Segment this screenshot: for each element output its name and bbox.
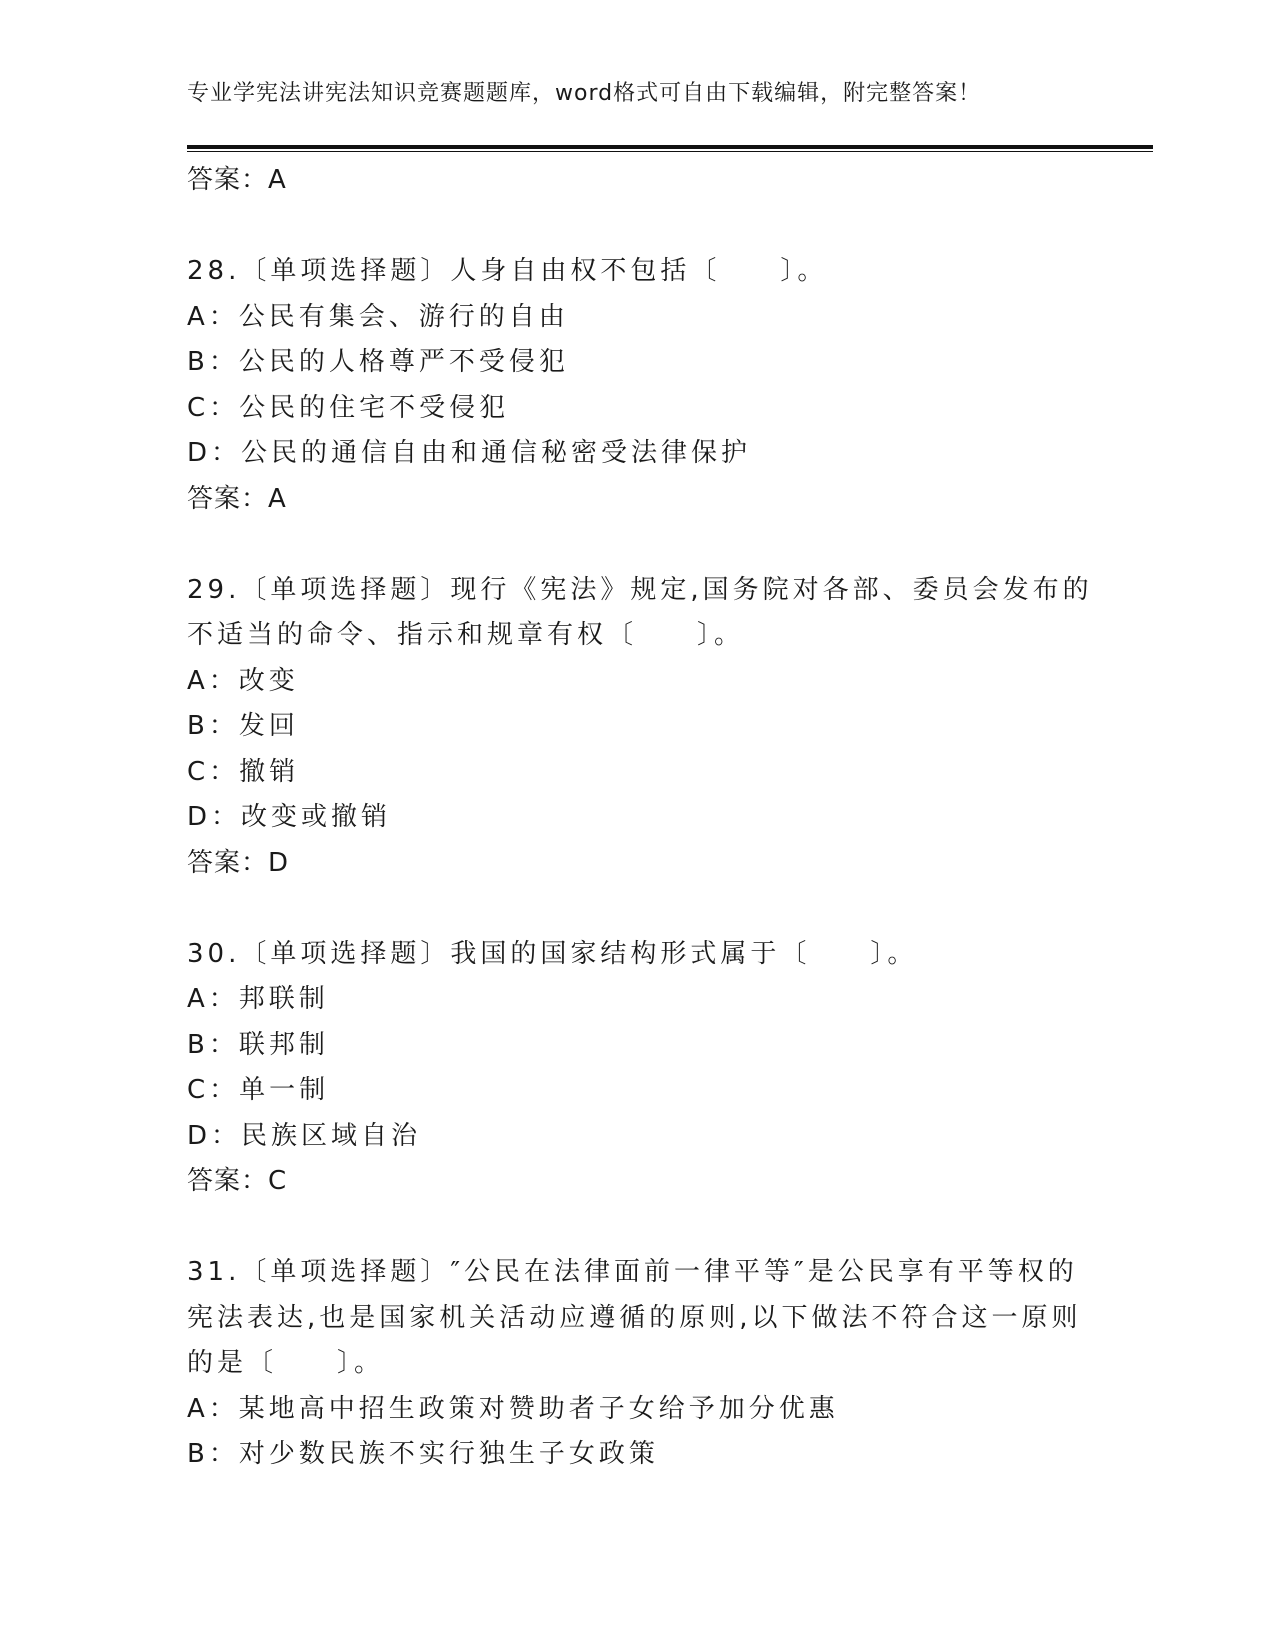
- spacer: [187, 886, 1087, 932]
- option-c: C：撤销: [187, 756, 300, 787]
- page-header: 专业学宪法讲宪法知识竞赛题题库，word格式可自由下载编辑，附完整答案！: [187, 81, 982, 106]
- header-rule-thin: [187, 151, 1153, 152]
- option-b: B：联邦制: [187, 1029, 329, 1060]
- question-block: [187, 249, 1087, 522]
- question-text: 29.〔单项选择题〕现行《宪法》规定,国务院对各部、委员会发布的: [187, 574, 1093, 605]
- option-a: A：某地高中招生政策对赞助者子女给予加分优惠: [187, 1393, 839, 1424]
- spacer: [187, 1205, 1087, 1251]
- option-c: C：公民的住宅不受侵犯: [187, 392, 510, 423]
- question-block: [187, 1250, 1087, 1478]
- spacer: [187, 522, 1087, 568]
- question-text: 的是〔 〕。: [187, 1348, 385, 1378]
- option-a: A：改变: [187, 665, 299, 696]
- option-d: D：公民的通信自由和通信秘密受法律保护: [187, 438, 752, 468]
- document-body: [187, 158, 1093, 1478]
- option-d: D：民族区域自治: [187, 1120, 422, 1151]
- option-a: A：邦联制: [187, 984, 329, 1014]
- question-text: 28.〔单项选择题〕人身自由权不包括〔 〕。: [187, 256, 828, 286]
- answer-line: 答案：A: [187, 483, 287, 514]
- question-text: 宪法表达,也是国家机关活动应遵循的原则,以下做法不符合这一原则: [187, 1302, 1082, 1333]
- question-block: [187, 932, 1087, 1205]
- option-b: B：公民的人格尊严不受侵犯: [187, 347, 569, 377]
- answer-line: 答案：D: [187, 847, 290, 878]
- answer-line: 答案：A: [187, 165, 287, 195]
- option-b: B：发回: [187, 711, 299, 741]
- question-block: [187, 568, 1093, 887]
- question-text: 不适当的命令、指示和规章有权〔 〕。: [187, 620, 745, 650]
- question-text: 30.〔单项选择题〕我国的国家结构形式属于〔 〕。: [187, 938, 918, 969]
- option-b: B：对少数民族不实行独生子女政策: [187, 1439, 659, 1469]
- answer-line: 答案：C: [187, 1166, 288, 1196]
- option-d: D：改变或撤销: [187, 802, 392, 832]
- spacer: [187, 204, 1087, 250]
- option-c: C：单一制: [187, 1075, 330, 1105]
- header-rule-thick: [187, 145, 1153, 149]
- question-text: 31.〔单项选择题〕″公民在法律面前一律平等″是公民享有平等权的: [187, 1257, 1078, 1287]
- option-a: A：公民有集会、游行的自由: [187, 301, 569, 332]
